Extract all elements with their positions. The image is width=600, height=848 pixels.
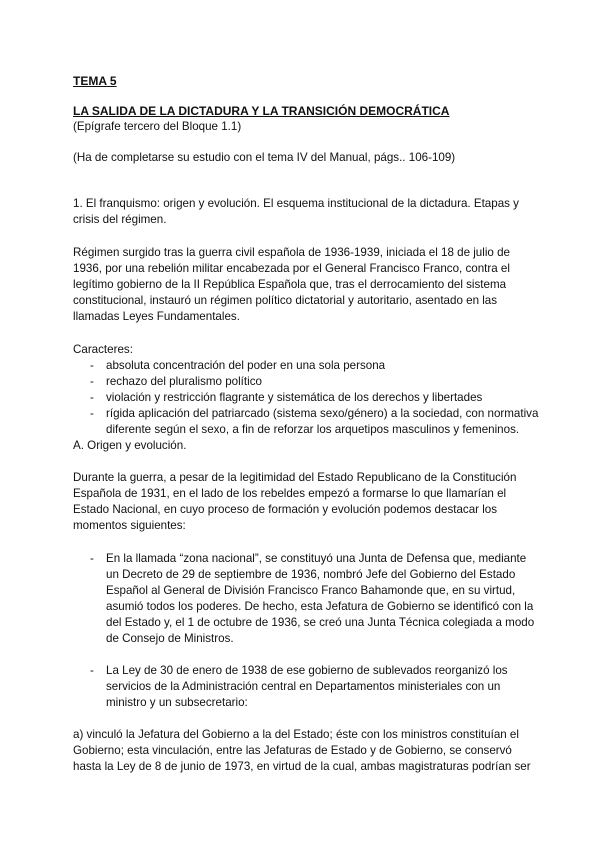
list-item — [73, 374, 540, 390]
section-1-heading: 1. El franquismo: origen y evolución. El esquema institucional de la dictadura. Etapas y crisis del régimen. — [73, 197, 519, 226]
intro-paragraph: Régimen surgido tras la guerra civil española de 1936-1939, iniciada el 18 de julio de 1936, por una rebelión militar encabezada por el General Francisco Franco, contra el legítimo gobierno de la II República Española que, tras el derrocamiento del sistema constitucional, instauró un régimen político dictatorial y autoritario, asentado en las llamadas Leyes Fundamentales. — [73, 246, 510, 323]
study-note: (Ha de completarse su estudio con el tema IV del Manual, págs.. 106-109) — [73, 151, 456, 164]
list-item-text: absoluta concentración del poder en una sola persona — [106, 359, 386, 372]
point-a-paragraph: a) vinculó la Jefatura del Gobierno a la del Estado; éste con los ministros constituían el Gobierno; esta vinculación, entre las Jefaturas de Estado y de Gobierno, se conservó hasta la Ley de 8 de junio de 1973, en virtud de la cual, ambas magistraturas podrían ser — [73, 728, 531, 773]
momentos-list — [73, 551, 540, 711]
dash-bullet: - — [90, 407, 94, 420]
dash-bullet: - — [90, 375, 94, 388]
list-item — [73, 551, 540, 647]
dash-bullet: - — [90, 359, 94, 372]
list-item — [73, 358, 540, 374]
dash-bullet: - — [90, 391, 94, 404]
list-item — [73, 663, 540, 711]
list-item-text: rígida aplicación del patriarcado (sistema sexo/género) a la sociedad, con normativa diferente según el sexo, a fin de reforzar los arquetipos masculinos y femeninos. — [106, 407, 539, 436]
caracteres-label: Caracteres: — [73, 343, 133, 356]
document-title: LA SALIDA DE LA DICTADURA Y LA TRANSICIÓN DEMOCRÁTICA — [73, 104, 450, 118]
document-subtitle: (Epígrafe tercero del Bloque 1.1) — [73, 120, 242, 133]
tema-heading: TEMA 5 — [73, 74, 117, 88]
list-item-text: En la llamada “zona nacional”, se constituyó una Junta de Defensa que, mediante un Decreto de 29 de septiembre de 1936, nombró Jefe del Gobierno del Estado Español al General de División Francisco Franco Bahamonde que, en su virtud, asumió todos los poderes. De hecho, esta Jefatura de Gobierno se identificó con la del Estado y, el 1 de octubre de 1936, se creó una Junta Técnica colegiada a modo de Consejo de Ministros. — [106, 552, 535, 645]
section-a-heading: A. Origen y evolución. — [73, 439, 187, 452]
list-item-text: La Ley de 30 de enero de 1938 de ese gobierno de sublevados reorganizó los servicios de la Administración central en Departamentos ministeriales con un ministro y un subsecretario: — [106, 664, 508, 709]
list-item-text: rechazo del pluralismo político — [106, 375, 262, 388]
dash-bullet: - — [90, 664, 94, 677]
guerra-paragraph: Durante la guerra, a pesar de la legitimidad del Estado Republicano de la Constitución Española de 1931, en el lado de los rebeldes empezó a formarse lo que llamarían el Estado Nacional, en cuyo proceso de formación y evolución podemos destacar los momentos siguientes: — [73, 471, 517, 532]
list-item — [73, 390, 540, 406]
caracteres-list — [73, 358, 540, 438]
list-item — [73, 406, 540, 438]
list-item-text: violación y restricción flagrante y sistemática de los derechos y libertades — [106, 391, 483, 404]
dash-bullet: - — [90, 552, 94, 565]
